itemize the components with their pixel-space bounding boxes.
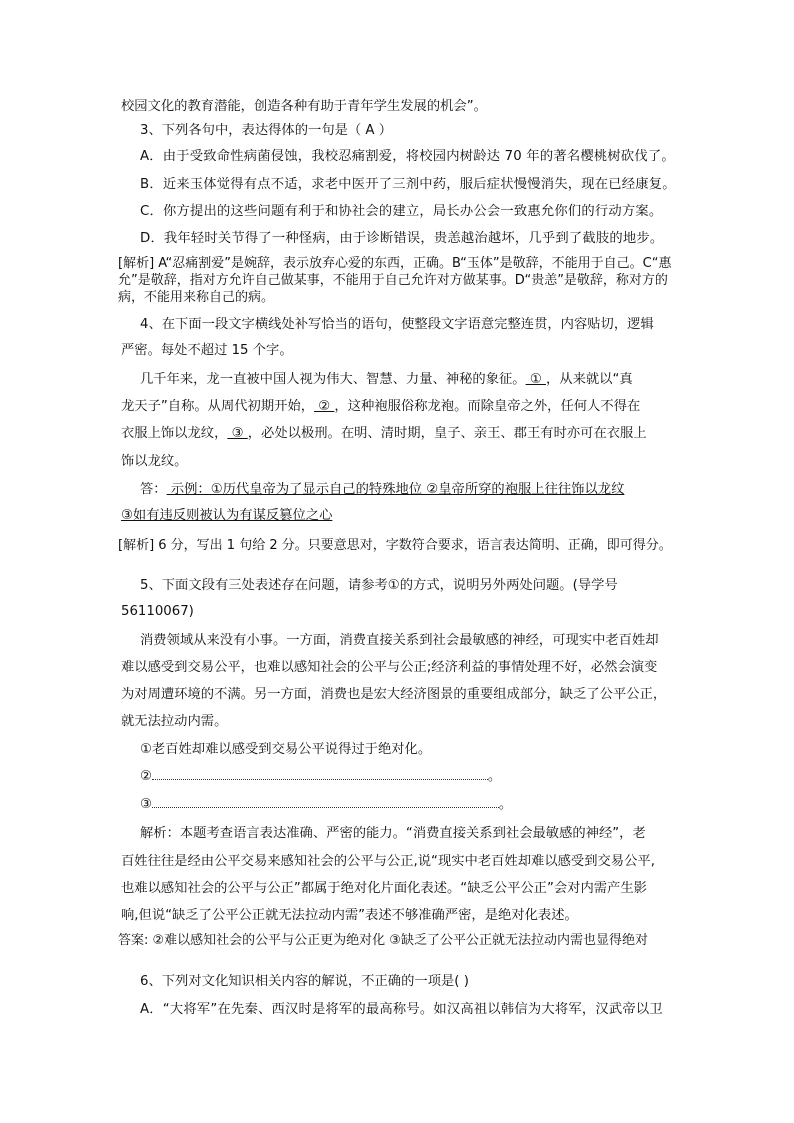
answer-4-cont: ③如有违反则被认为有谋反篡位之心 bbox=[121, 508, 333, 523]
analysis-note: [解析] A“忍痛割爱”是婉辞，表示放弃心爱的东西，正确。B“玉体”是敬辞，不能用于自己。C“惠允”是敬辞，指对方允许自己做某事，不能用于自己允许对方做某事。D“贵恙”是敬辞，称对方的病，不能用来称自己的病。 bbox=[118, 256, 672, 305]
question-6: 6、下列对文化知识相关内容的解说，不正确的一项是( ) bbox=[140, 974, 469, 989]
question-4: 4、在下面一段文字横线处补写恰当的语句，使整段文字语意完整连贯，内容贴切，逻辑 bbox=[140, 317, 654, 332]
option-a: A．由于受致命性病菌侵蚀，我校忍痛割爱，将校园内树龄达 70 年的著名樱桃树砍伐了。 bbox=[140, 149, 675, 164]
passage-line: 消费领域从来没有小事。一方面，消费直接关系到社会最敏感的神经，可现实中老百姓却 bbox=[140, 633, 659, 648]
blank-2: ② bbox=[314, 399, 335, 414]
item-2: ② 。 bbox=[140, 769, 502, 784]
question-5: 5、下面文段有三处表述存在问题，请参考①的方式，说明另外两处问题。(导学号 bbox=[140, 578, 618, 593]
option-d: D．我年轻时关节得了一种怪病，由于诊断错误，贵恙越治越坏，几乎到了截肢的地步。 bbox=[140, 231, 664, 246]
answer-blank[interactable] bbox=[152, 797, 499, 808]
option-a: A．“大将军”在先秦、西汉时是将军的最高称号。如汉高祖以韩信为大将军，汉武帝以卫 bbox=[140, 1002, 663, 1017]
passage-line: 饰以龙纹。 bbox=[121, 454, 188, 469]
item-3: ③ 。 bbox=[140, 797, 513, 812]
answer-blank[interactable] bbox=[152, 769, 488, 780]
option-b: B．近来玉体觉得有点不适，求老中医开了三剂中药，服后症状慢慢消失，现在已经康复。 bbox=[140, 177, 676, 192]
option-c: C．你方提出的这些问题有利于和协社会的建立，局长办公会一致惠允你们的行动方案。 bbox=[140, 204, 663, 219]
passage-line: 就无法拉动内需。 bbox=[121, 714, 228, 729]
item-1: ①老百姓却难以感受到交易公平说得过于绝对化。 bbox=[140, 742, 432, 757]
blank-3: ③ bbox=[227, 426, 248, 441]
passage-line: 几千年来，龙一直被中国人视为伟大、智慧、力量、神秘的象征。 ① ，从来就以“真 bbox=[140, 372, 633, 387]
analysis-note: [解析] 6 分，写出 1 句给 2 分。只要意思对，字数符合要求，语言表达简明、正确，即可得分。 bbox=[118, 538, 672, 553]
passage-line: 为对周遭环境的不满。另一方面，消费也是宏大经济图景的重要组成部分，缺乏了公平公正， bbox=[121, 687, 667, 702]
blank-1: ① bbox=[525, 372, 546, 387]
text-line: 严密。每处不超过 15 个字。 bbox=[121, 343, 293, 358]
question-5-number: 56110067) bbox=[121, 604, 194, 619]
passage-line: 龙天子”自称。从周代初期开始， ② ，这种袍服俗称龙袍。而除皇帝之外，任何人不得在 bbox=[121, 399, 641, 414]
text-line: 校园文化的教育潜能，创造各种有助于青年学生发展的机会”。 bbox=[121, 99, 487, 114]
passage-line: 衣服上饰以龙纹， ③ ，必处以极刑。在明、清时期，皇子、亲王、郡王有时亦可在衣服上 bbox=[121, 426, 647, 441]
answer-4: 答： 示例：①历代皇帝为了显示自己的特殊地位 ②皇帝所穿的袍服上往往饰以龙纹 bbox=[140, 482, 625, 497]
explanation-line: 响,但说“缺乏了公平公正就无法拉动内需”表述不够准确严密，是绝对化表述。 bbox=[121, 908, 578, 923]
explanation-line: 百姓往往是经由公平交易来感知社会的公平与公正,说“现实中老百姓却难以感受到交易公平, bbox=[121, 854, 655, 869]
passage-line: 难以感受到交易公平，也难以感知社会的公平与公正;经济利益的事情处理不好，必然会演变 bbox=[121, 660, 658, 675]
explanation-line: 解析：本题考查语言表达准确、严密的能力。“消费直接关系到社会最敏感的神经”，老 bbox=[140, 826, 646, 841]
question-3: 3、下列各句中，表达得体的一句是（ A ） bbox=[140, 123, 393, 138]
explanation-line: 也难以感知社会的公平与公正”都属于绝对化片面化表述。“缺乏公平公正”会对内需产生影 bbox=[121, 881, 647, 896]
answer-5: 答案: ②难以感知社会的公平与公正更为绝对化 ③缺乏了公平公正就无法拉动内需也显得绝对 bbox=[118, 933, 648, 948]
